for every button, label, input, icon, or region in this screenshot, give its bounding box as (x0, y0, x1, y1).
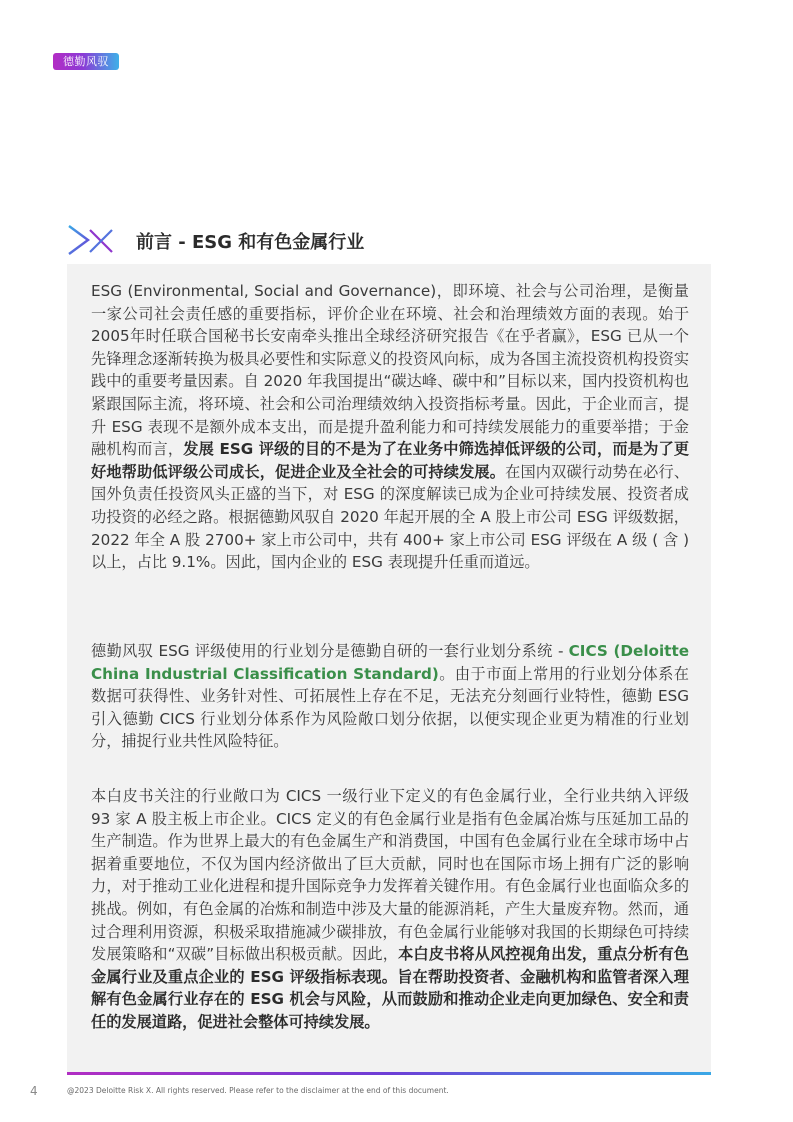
paragraph-text: 本白皮书关注的行业敞口为 CICS 一级行业下定义的有色金属行业，全行业共纳入评级 93 家 A 股主板上市企业。CICS 定义的有色金属行业是指有色金属冶炼与压延加工品的生产制造。作为世界上最大的有色金属生产和消费国，中国有色金属行业在全球市场中占据着重要地位，不仅为国内经济做出了巨大贡献，同时也在国际市场上拥有广泛的影响力，对于推动工业化进程和提升国际竞争力发挥着关键作用。有色金属行业也面临众多的挑战。例如，有色金属的冶炼和制造中涉及大量的能源消耗，产生大量废弃物。然而，通过合理利用资源，积极采取措施减少碳排放，有色金属行业能够对我国的长期绿色可持续发展策略和“双碳”目标做出积极贡献。因此， (91, 787, 689, 964)
paragraph-esg-overview (91, 280, 689, 574)
paragraph-text: 。由于市面上常用的行业划分体系在数据可获得性、业务针对性、可拓展性上存在不足，无法充分刻画行业特性，德勤 ESG 引入德勤 CICS 行业划分体系作为风险敞口划分依据，以便实现企业更为精准的行业划分，捕捉行业共性风险特征。 (91, 664, 689, 751)
paragraph-text: 德勤风驭 ESG 评级使用的行业划分是德勤自研的一套行业划分系统 - (91, 642, 569, 660)
footer-divider (67, 1072, 711, 1075)
paragraph-emphasis: 本白皮书将从风控视角出发，重点分析有色金属行业及重点企业的 ESG 评级指标表现。旨在帮助投资者、金融机构和监管者深入理解有色金属行业存在的 ESG 机会与风险，从而鼓励和推动企业走向更加绿色、安全和责任的发展道路，促进社会整体可持续发展。 (91, 945, 689, 1031)
chevron-cross-mark-icon (66, 222, 116, 258)
section-title: 前言 - ESG 和有色金属行业 (136, 232, 365, 253)
paragraph-cics (91, 640, 689, 753)
footer-copyright: @2023 Deloitte Risk X. All rights reserved. Please refer to the disclaimer at the end of this document. (67, 1086, 449, 1095)
page-number: 4 (30, 1084, 38, 1098)
paragraph-text: 在国内双碳行动势在必行、国外负责任投资风头正盛的当下，对 ESG 的深度解读已成为企业可持续发展、投资者成功投资的必经之路。根据德勤风驭自 2020 年起开展的全 A 股上市公司 ESG 评级数据，2022 年全 A 股 2700+ 家上市公司中，共有 400+ 家上市公司 ESG 评级在 A 级 ( 含 ) 以上，占比 9.1%。因此，国内企业的 ESG 表现提升任重而道远。 (91, 462, 690, 572)
paragraph-nonferrous-metals (91, 785, 689, 1034)
paragraph-emphasis: 发展 ESG 评级的目的不是为了在业务中筛选掉低评级的公司，而是为了更好地帮助低评级公司成长，促进企业及全社会的可持续发展。 (91, 440, 690, 481)
section-badge: 德勤风驭 (53, 53, 119, 70)
cics-term: CICS (Deloitte China Industrial Classification Standard) (91, 642, 690, 683)
intro-content-box (67, 264, 711, 1073)
paragraph-text: ESG (Environmental, Social and Governance)，即环境、社会与公司治理，是衡量一家公司社会责任感的重要指标，评价企业在环境、社会和治理绩效方面的表现。始于2005年时任联合国秘书长安南牵头推出全球经济研究报告《在乎者赢》，ESG 已从一个先锋理念逐渐转换为极具必要性和实际意义的投资风向标，成为各国主流投资机构投资实践中的重要考量因素。自 2020 年我国提出“碳达峰、碳中和”目标以来，国内投资机构也紧跟国际主流，将环境、社会和公司治理绩效纳入投资指标考量。因此，于企业而言，提升 ESG 表现不是额外成本支出，而是提升盈利能力和可持续发展能力的重要举措；于金融机构而言， (91, 282, 689, 459)
section-heading (66, 222, 706, 258)
